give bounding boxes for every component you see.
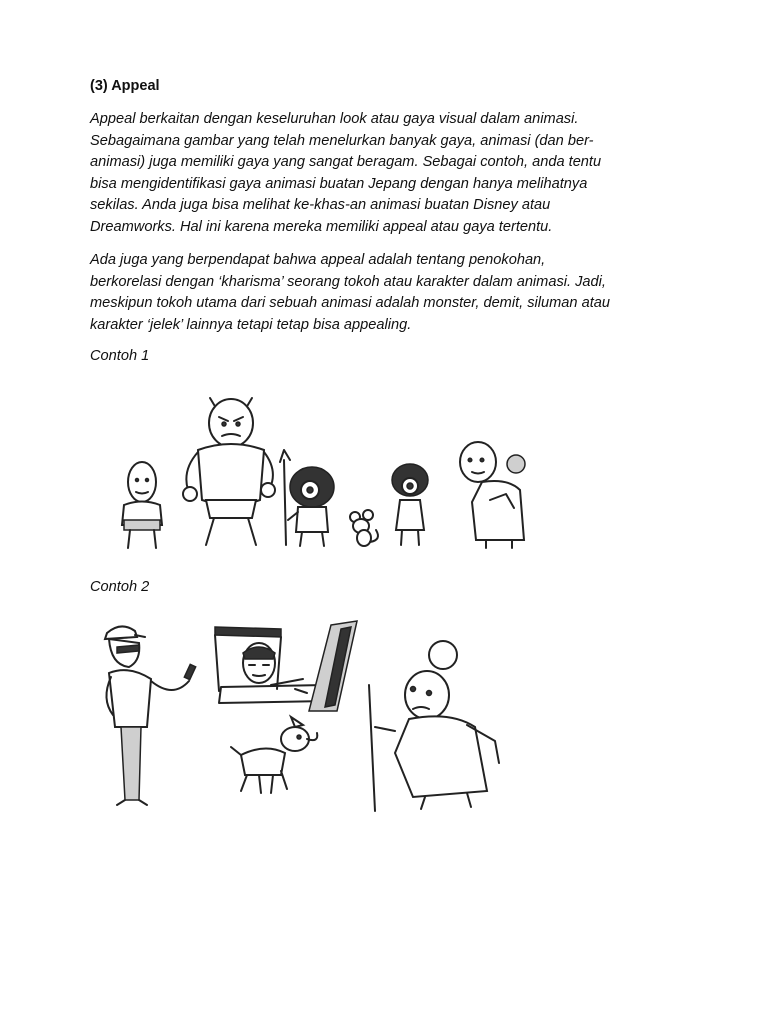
short-man-sketch <box>122 462 162 548</box>
paragraph-line: meskipun tokoh utama dari sebuah animasi adalah monster, demit, siluman atau <box>90 295 610 312</box>
dog-sketch <box>231 717 317 793</box>
section-heading: (3) Appeal <box>90 78 160 94</box>
characters-illustration-1 <box>110 390 540 555</box>
one-eyed-girl-sketch <box>392 464 428 545</box>
paragraph-1 <box>90 109 690 239</box>
characters-illustration-2 <box>95 615 515 815</box>
paragraph-line: sekilas. Anda juga bisa melihat ke-khas-an animasi buatan Disney atau <box>90 197 551 214</box>
paragraph-2 <box>90 250 690 336</box>
paragraph-line: Sebagaimana gambar yang telah menelurkan banyak gaya, animasi (dan ber- <box>90 132 594 149</box>
artist-at-desk-sketch <box>215 621 357 711</box>
paragraph-line: Appeal berkaitan dengan keseluruhan look atau gaya visual dalam animasi. <box>90 111 579 127</box>
paragraph-line: bisa mengidentifikasi gaya animasi buatan Jepang dengan hanya melihatnya <box>90 175 588 192</box>
paragraph-line: karakter ‘jelek’ lainnya tetapi tetap bisa appealing. <box>90 316 412 333</box>
monster-sketch <box>183 398 275 545</box>
paragraph-line: Ada juga yang berpendapat bahwa appeal adalah tentang penokohan, <box>90 252 546 268</box>
tall-man-sketch <box>105 626 196 805</box>
paragraph-line: berkorelasi dengan ‘kharisma’ seorang tokoh atau karakter dalam animasi. Jadi, <box>90 273 606 290</box>
old-woman-sketch <box>369 641 499 811</box>
old-lady-sketch <box>460 442 525 548</box>
paragraph-line: animasi) juga memiliki gaya yang sangat beragam. Sebagai contoh, anda tentu <box>90 154 602 171</box>
paragraph-line: Dreamworks. Hal ini karena mereka memiliki appeal atau gaya tertentu. <box>90 218 553 235</box>
example-2-label: Contoh 2 <box>90 579 150 595</box>
mouse-sketch <box>350 510 378 546</box>
cyclops-kid-sketch <box>280 450 334 546</box>
example-1-label: Contoh 1 <box>90 348 150 364</box>
